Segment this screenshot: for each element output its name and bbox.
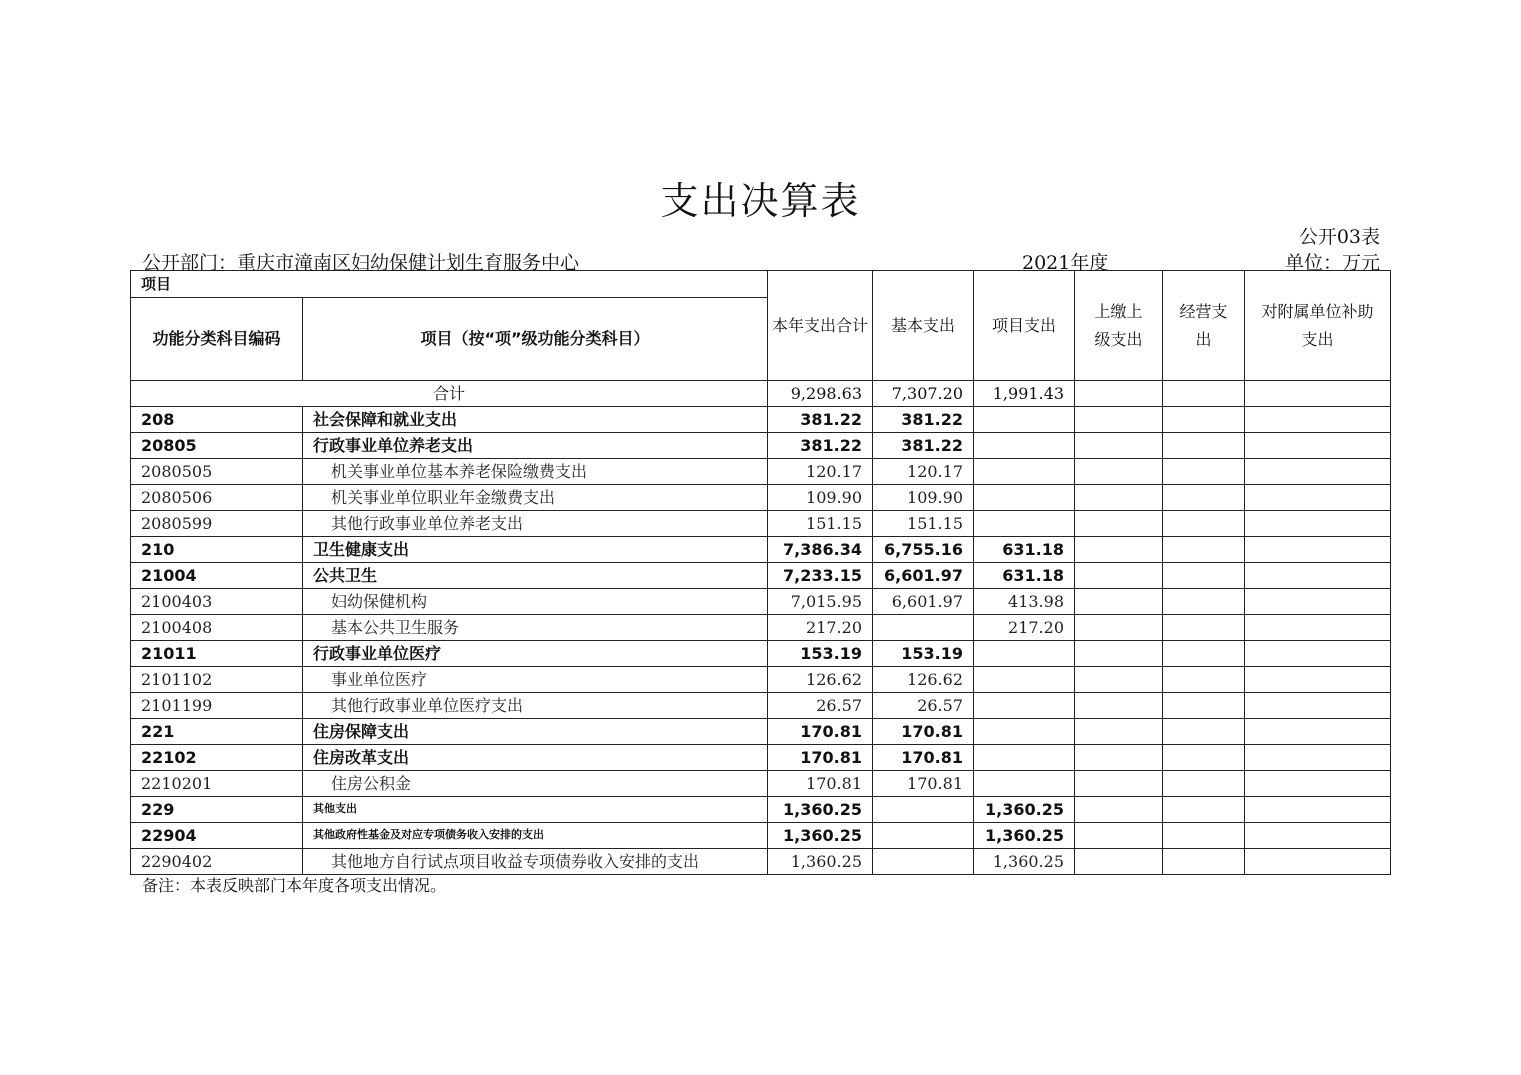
table-row: 208 社会保障和就业支出 381.22 381.22 xyxy=(131,407,1391,433)
total-value: 9,298.63 xyxy=(768,381,873,407)
table-row: 2100403 妇幼保健机构 7,015.95 6,601.97 413.98 xyxy=(131,589,1391,615)
table-row: 229 其他支出 1,360.25 1,360.25 xyxy=(131,797,1391,823)
header-code: 功能分类科目编码 xyxy=(131,298,303,381)
table-row: 22904 其他政府性基金及对应专项债务收入安排的支出 1,360.25 1,360.25 xyxy=(131,823,1391,849)
header-subsidy: 对附属单位补助支出 xyxy=(1245,271,1391,381)
table-row: 2210201 住房公积金 170.81 170.81 xyxy=(131,771,1391,797)
table-row: 2101102 事业单位医疗 126.62 126.62 xyxy=(131,667,1391,693)
expenditure-table xyxy=(130,270,1391,875)
table-row: 221 住房保障支出 170.81 170.81 xyxy=(131,719,1391,745)
table-row: 210 卫生健康支出 7,386.34 6,755.16 631.18 xyxy=(131,537,1391,563)
header-name: 项目（按“项”级功能分类科目） xyxy=(303,298,768,381)
table-row: 2080599 其他行政事业单位养老支出 151.15 151.15 xyxy=(131,511,1391,537)
header-item: 项目 xyxy=(131,271,768,298)
total-row xyxy=(131,381,1391,407)
table-row: 2080506 机关事业单位职业年金缴费支出 109.90 109.90 xyxy=(131,485,1391,511)
header-total: 本年支出合计 xyxy=(768,271,873,381)
table-row: 2101199 其他行政事业单位医疗支出 26.57 26.57 xyxy=(131,693,1391,719)
header-upper: 上缴上级支出 xyxy=(1075,271,1163,381)
footnote: 备注：本表反映部门本年度各项支出情况。 xyxy=(142,876,447,895)
page-title: 支出决算表 xyxy=(660,179,861,223)
table-row: 2100408 基本公共卫生服务 217.20 217.20 xyxy=(131,615,1391,641)
table-row: 2290402 其他地方自行试点项目收益专项债券收入安排的支出 1,360.25 1,360.25 xyxy=(131,849,1391,875)
table-row: 21011 行政事业单位医疗 153.19 153.19 xyxy=(131,641,1391,667)
fiscal-year: 2021年度 xyxy=(1022,252,1109,274)
header-project: 项目支出 xyxy=(974,271,1075,381)
header-basic: 基本支出 xyxy=(873,271,974,381)
table-row: 2080505 机关事业单位基本养老保险缴费支出 120.17 120.17 xyxy=(131,459,1391,485)
department-label: 公开部门：重庆市潼南区妇幼保健计划生育服务中心 xyxy=(142,252,580,274)
unit-label: 单位：万元 xyxy=(1284,252,1380,274)
table-row: 21004 公共卫生 7,233.15 6,601.97 631.18 xyxy=(131,563,1391,589)
header-business: 经营支出 xyxy=(1163,271,1245,381)
total-label: 合计 xyxy=(131,381,768,407)
total-project: 1,991.43 xyxy=(974,381,1075,407)
form-number: 公开03表 xyxy=(1298,226,1380,248)
table-row: 20805 行政事业单位养老支出 381.22 381.22 xyxy=(131,433,1391,459)
table-row: 22102 住房改革支出 170.81 170.81 xyxy=(131,745,1391,771)
total-basic: 7,307.20 xyxy=(873,381,974,407)
